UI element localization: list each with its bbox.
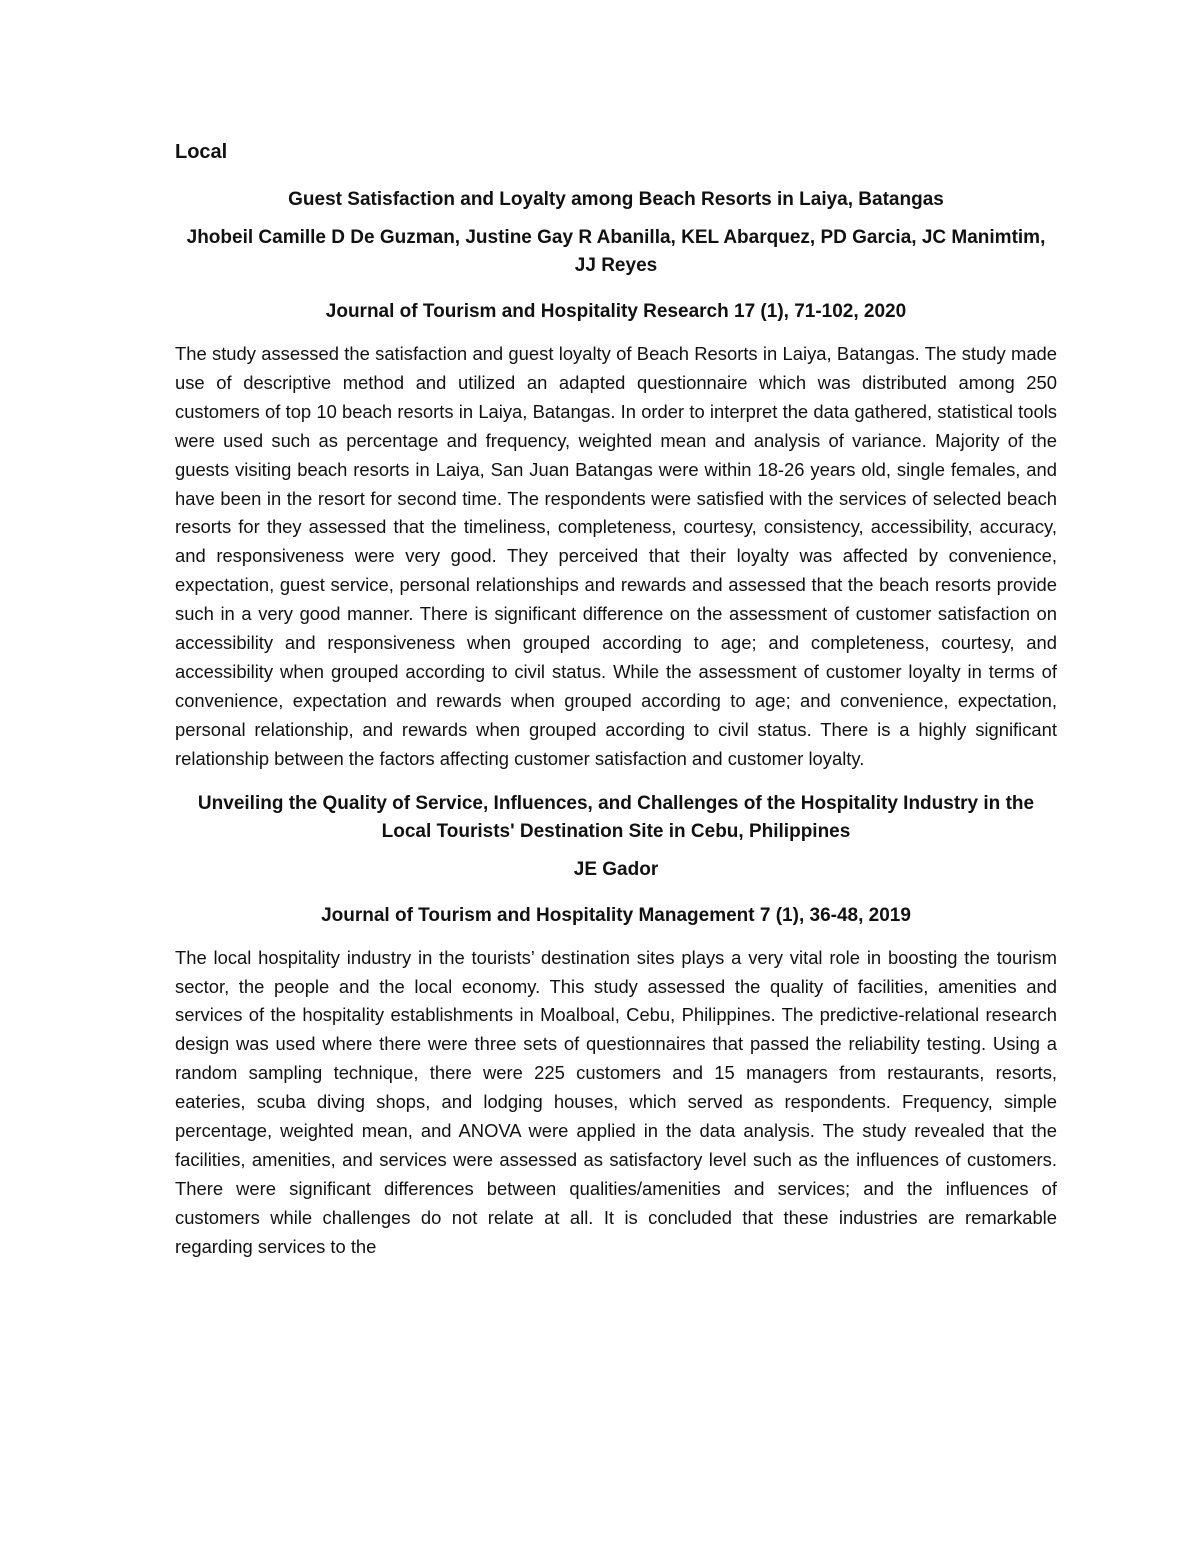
article-journal: Journal of Tourism and Hospitality Research 17 (1), 71-102, 2020 bbox=[325, 301, 907, 322]
article-journal: Journal of Tourism and Hospitality Management 7 (1), 36-48, 2019 bbox=[321, 904, 911, 926]
document-page bbox=[175, 138, 1057, 1278]
section-heading: Local bbox=[175, 141, 228, 163]
article-authors: JE Gador bbox=[573, 858, 659, 880]
article-2 bbox=[175, 790, 1057, 1262]
article-title: Guest Satisfaction and Loyalty among Beach Resorts in Laiya, Batangas bbox=[288, 189, 944, 210]
article-title: Unveiling the Quality of Service, Influences, and Challenges of the Hospitality Industry in the Local Tourists' Destination Site in Cebu, Philippines bbox=[197, 792, 1035, 842]
article-abstract: The local hospitality industry in the tourists’ destination sites plays a very vital role in boosting the tourism sector, the people and the local economy. This study assessed the quality of facilities, amenities and services of the hospitality establishments in Moalboal, Cebu, Philippines. The predictive-relational research design was used where there were three sets of questionnaires that passed the reliability testing. Using a random sampling technique, there were 225 customers and 15 managers from restaurants, resorts, eateries, scuba diving shops, and lodging houses, which served as respondents. Frequency, simple percentage, weighted mean, and ANOVA were applied in the data analysis. The study revealed that the facilities, amenities, and services were assessed as satisfactory level such as the influences of customers. There were significant differences between qualities/amenities and services; and the influences of customers while challenges do not relate at all. It is concluded that these industries are remarkable regarding services to the bbox=[175, 946, 1057, 1257]
article-1 bbox=[175, 186, 1057, 774]
article-abstract: The study assessed the satisfaction and guest loyalty of Beach Resorts in Laiya, Batangas. The study made use of descriptive method and utilized an adapted questionnaire which was distributed among 250 customers of top 10 beach resorts in Laiya, Batangas. In order to interpret the data gathered, statistical tools were used such as percentage and frequency, weighted mean and analysis of variance. Majority of the guests visiting beach resorts in Laiya, San Juan Batangas were within 18-26 years old, single females, and have been in the resort for second time. The respondents were satisfied with the services of selected beach resorts for they assessed that the timeliness, completeness, courtesy, consistency, accessibility, accuracy, and responsiveness were very good. They perceived that their loyalty was affected by convenience, expectation, guest service, personal relationships and rewards and assessed that the beach resorts provide such in a very good manner. There is significant difference on the assessment of customer satisfaction on accessibility and responsiveness when grouped according to age; and completeness, courtesy, and accessibility when grouped according to civil status. While the assessment of customer loyalty in terms of convenience, expectation and rewards when grouped according to age; and convenience, expectation, personal relationship, and rewards when grouped according to civil status. There is a highly significant relationship between the factors affecting customer satisfaction and customer loyalty. bbox=[175, 343, 1057, 769]
article-authors: Jhobeil Camille D De Guzman, Justine Gay R Abanilla, KEL Abarquez, PD Garcia, JC Manimtim, JJ Reyes bbox=[186, 227, 1046, 276]
